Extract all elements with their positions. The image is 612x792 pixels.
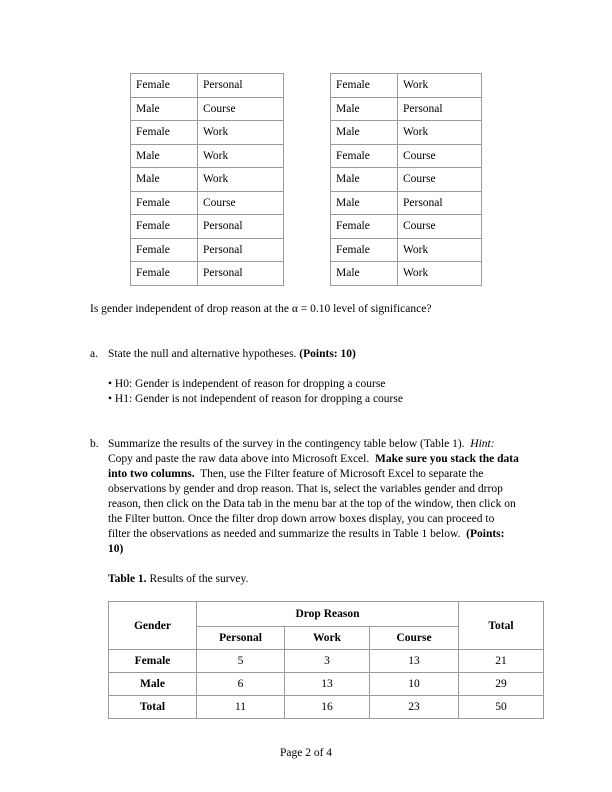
raw-data-table-left — [130, 73, 284, 286]
table-row — [331, 168, 482, 192]
count-cell: 13 — [370, 650, 459, 673]
table-row — [331, 121, 482, 145]
reason-cell: Personal — [198, 238, 284, 262]
raw-data-table-right — [330, 73, 482, 286]
gender-cell: Female — [131, 191, 198, 215]
part-b-points: (Points: — [466, 528, 505, 540]
part-b-line2-text: Copy and paste the raw data above into Microsoft Excel. — [108, 453, 375, 465]
part-a-label: a. — [90, 348, 98, 360]
reason-cell: Work — [398, 238, 482, 262]
gender-cell: Male — [131, 144, 198, 168]
gender-cell: Female — [131, 238, 198, 262]
part-b-line3-bold: into two columns. — [108, 468, 195, 480]
count-cell: 13 — [285, 673, 370, 696]
count-cell: 23 — [370, 696, 459, 719]
gender-cell: Male — [131, 97, 198, 121]
reason-cell: Personal — [198, 74, 284, 98]
part-b-line — [108, 452, 519, 467]
table-row — [331, 238, 482, 262]
gender-cell: Female — [131, 215, 198, 239]
reason-cell: Work — [398, 74, 482, 98]
table1-caption-label: Table 1. — [108, 573, 147, 585]
gender-cell: Female — [331, 144, 398, 168]
reason-cell: Work — [198, 144, 284, 168]
page-number: Page 2 of 4 — [279, 747, 333, 759]
count-cell: 3 — [285, 650, 370, 673]
table-row — [131, 74, 284, 98]
part-b-line — [108, 437, 495, 452]
gender-cell: Female — [131, 262, 198, 286]
count-cell: 5 — [197, 650, 285, 673]
reason-cell: Personal — [198, 215, 284, 239]
hypothesis-h0 — [108, 377, 385, 392]
count-cell: 11 — [197, 696, 285, 719]
gender-cell: Female — [331, 215, 398, 239]
part-b-line: observations by gender and drop reason. That is, select the variables gender and drrop — [108, 483, 503, 495]
reason-cell: Course — [198, 191, 284, 215]
table-row — [131, 97, 284, 121]
part-a-text: State the null and alternative hypotheses. — [108, 348, 297, 360]
gender-cell: Male — [131, 168, 198, 192]
row-total-cell: 21 — [459, 650, 544, 673]
header-drop-reason: Drop Reason — [197, 602, 459, 627]
reason-cell: Course — [398, 168, 482, 192]
subheader-work: Work — [285, 627, 370, 650]
gender-cell: Female — [131, 121, 198, 145]
reason-cell: Course — [398, 215, 482, 239]
hypothesis-h1 — [108, 392, 403, 407]
part-b-line2-bold: Make sure you stack the data — [374, 453, 519, 465]
count-cell: 16 — [285, 696, 370, 719]
table-row — [331, 262, 482, 286]
table-row — [331, 74, 482, 98]
gender-cell: Male — [331, 191, 398, 215]
row-label: Female — [109, 650, 197, 673]
table-row — [109, 696, 544, 719]
part-b-line: the Filter button. Once the filter drop down arrow boxes display, you can proceed to — [108, 513, 495, 525]
reason-cell: Course — [198, 97, 284, 121]
reason-cell: Work — [198, 121, 284, 145]
reason-cell: Work — [398, 262, 482, 286]
question-text: Is gender independent of drop reason at the α = 0.10 level of significance? — [90, 303, 432, 315]
table-row — [131, 215, 284, 239]
subheader-personal: Personal — [197, 627, 285, 650]
reason-cell: Course — [398, 144, 482, 168]
gender-cell: Male — [331, 121, 398, 145]
table-row — [109, 673, 544, 696]
table-row — [109, 650, 544, 673]
table-row — [131, 121, 284, 145]
table-row — [331, 215, 482, 239]
count-cell: 10 — [370, 673, 459, 696]
part-a-points: (Points: 10) — [299, 348, 356, 360]
header-gender: Gender — [109, 602, 197, 650]
gender-cell: Female — [331, 238, 398, 262]
table-row — [331, 97, 482, 121]
gender-cell: Male — [331, 262, 398, 286]
table-row — [131, 262, 284, 286]
table-row — [131, 238, 284, 262]
bullet-icon: • — [108, 393, 115, 405]
row-label: Total — [109, 696, 197, 719]
table-row — [131, 168, 284, 192]
table1-caption — [108, 572, 248, 587]
table-row — [131, 191, 284, 215]
reason-cell: Personal — [198, 262, 284, 286]
gender-cell: Female — [131, 74, 198, 98]
bullet-icon: • — [108, 378, 115, 390]
table-row — [131, 144, 284, 168]
row-label: Male — [109, 673, 197, 696]
part-b-line — [108, 527, 505, 542]
part-b-line: reason, then click on the Data tab in the menu bar at the top of the window, then click on — [108, 498, 516, 510]
reason-cell: Personal — [398, 191, 482, 215]
reason-cell: Work — [198, 168, 284, 192]
table1-caption-text: Results of the survey. — [146, 573, 249, 585]
table-row — [331, 191, 482, 215]
part-b-line3-text: Then, use the Filter feature of Microsoft Excel to separate the — [194, 468, 484, 480]
part-a-prompt — [108, 347, 356, 362]
reason-cell: Personal — [398, 97, 482, 121]
contingency-table — [108, 601, 544, 719]
reason-cell: Work — [398, 121, 482, 145]
part-b-label: b. — [90, 438, 99, 450]
hypothesis-h0-text: H0: Gender is independent of reason for dropping a course — [114, 378, 386, 390]
header-total: Total — [459, 602, 544, 650]
table-row — [331, 144, 482, 168]
part-b-line: 10) — [108, 543, 124, 555]
part-b-line7-text: filter the observations as needed and summarize the results in Table 1 below. — [108, 528, 467, 540]
row-total-cell: 29 — [459, 673, 544, 696]
part-b-hint: Hint: — [470, 438, 495, 450]
gender-cell: Male — [331, 97, 398, 121]
part-b-line — [108, 467, 483, 482]
count-cell: 6 — [197, 673, 285, 696]
part-b-line1-text: Summarize the results of the survey in the contingency table below (Table 1). — [108, 438, 471, 450]
subheader-course: Course — [370, 627, 459, 650]
gender-cell: Male — [331, 168, 398, 192]
hypothesis-h1-text: H1: Gender is not independent of reason for dropping a course — [114, 393, 403, 405]
gender-cell: Female — [331, 74, 398, 98]
grand-total-cell: 50 — [459, 696, 544, 719]
